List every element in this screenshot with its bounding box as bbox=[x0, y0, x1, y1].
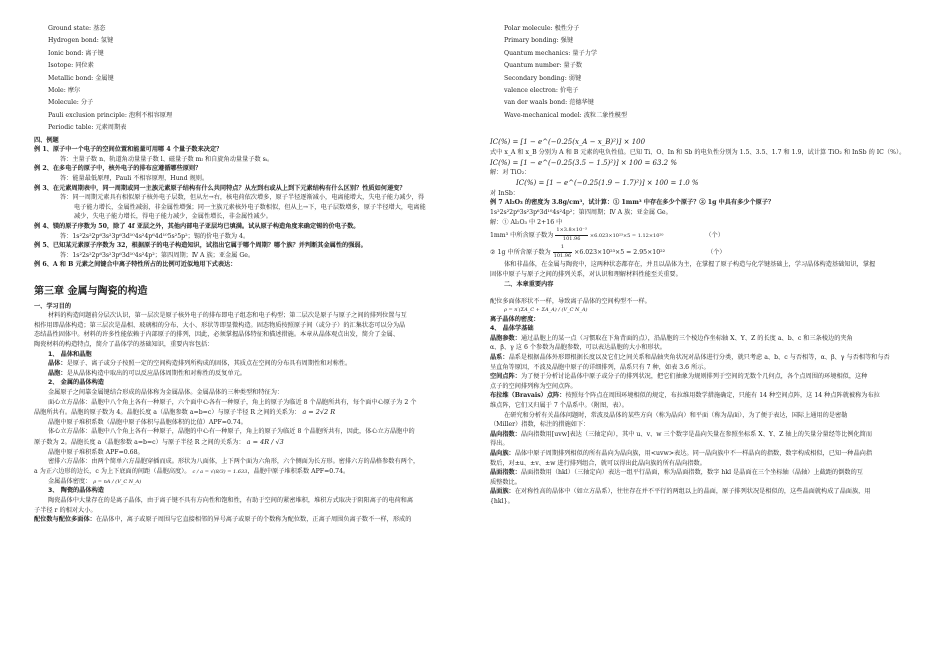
definition: 晶体中原子周期排列相似的所有晶向为晶向族，用<uvw>表达。同一晶向族中不一样晶向的指数，数字构成相似，已知一种晶向指 bbox=[514, 450, 873, 458]
paragraph: （Miller）指数，标注的措施如下： bbox=[490, 421, 590, 429]
paragraph: 固体中原子与原子之间的排列关系，对认识和理解材料性能至关重要。 bbox=[490, 270, 682, 278]
example-2-answer: 答：能量最低原理，Pauli 不相容原理，Hund 规则。 bbox=[60, 174, 209, 182]
formula-rest: ×6.023×10²³×5 = 1.12×10²⁰ bbox=[589, 233, 664, 240]
term-label: 离子晶体的密度： bbox=[490, 315, 540, 323]
example-3-answer-cont: 电子能力增长，金属性减弱，非金属性增强；同一主族元素核外电子数相似，但从上→下，电子层数增多，原子半径增大，电离能 bbox=[74, 203, 426, 211]
paragraph: 体和非晶体，在金属与陶瓷中，这两种状态都存在，并且以晶体为主，在掌握了原子构造与化学键基础上，学习晶体构造基础知识，掌握 bbox=[504, 261, 876, 269]
definition-cont: 质整数比。 bbox=[490, 478, 521, 486]
glossary-item: Ground state: 基态 bbox=[48, 25, 106, 32]
glossary-item: Ionic bond: 离子键 bbox=[48, 49, 104, 57]
definition: 通过晶胞上的某一点（习惯取在下角背面的点），沿晶胞的三个棱边作坐标轴 X、Y、Z 的长度 a、b、c 和三条棱边的夹角 bbox=[520, 334, 853, 342]
unit-label: （个） bbox=[707, 248, 726, 256]
paragraph: 晶胞中原子堆积系数 APF=0.68。 bbox=[48, 448, 144, 456]
paragraph: 材料的构造问题前分层次认识，第一层次是原子核外电子的排布即电子组态和电子构型；第二层次是原子与原子之间的排列位置与互 bbox=[48, 312, 407, 320]
glossary-item: Secondary bonding: 弱键 bbox=[504, 74, 582, 82]
density-label: 金属晶体密度： bbox=[48, 477, 92, 485]
paragraph: 相作用即晶体构造；第三层次是晶相、玻璃相的分布、大小、形状等即显微构造。固态物质按照原子间（或分子）的汇集状态可以分为晶 bbox=[34, 321, 406, 329]
section-heading: 一、学习目的 bbox=[34, 302, 72, 310]
paragraph: 态结晶性固体中。材料的许多性能依赖于内部原子的排列，因此，必须掌握晶体特征和描述措施。本章从晶体观点出发，简介了金属、 bbox=[34, 331, 400, 339]
paragraph: 陶瓷材料的构造特点，简介了晶体学的基础知识，重要内容包括： bbox=[34, 340, 214, 348]
definition: 晶系是根据晶体外形即根据长度以及它们之间关系和晶轴夹角状况对晶体进行分类，就只考虑 a、b、c 与否相等，α、β、γ 与否相等和与否 bbox=[508, 353, 890, 361]
example-3-question: 例 3、在元素周期表中，同一周期或同一主族元素原子结构有什么共同特点？从左到右或从上到下元素结构有什么区别？性质如何递变？ bbox=[34, 184, 406, 192]
subsection-heading: 1、 晶体和晶胞 bbox=[48, 350, 92, 358]
paragraph: 晶胞所共有。晶胞的原子数为 4。晶胞长度 a（晶胞参数 a=b=c）与原子半径 R 之间的关系为： bbox=[34, 409, 301, 417]
fraction-denominator: 101.96 bbox=[553, 252, 572, 259]
example-2-question: 例 2、在多电子的原子中，核外电子的排布应遵循哪些原则？ bbox=[34, 165, 202, 173]
fraction-denominator: 101.96 bbox=[562, 236, 581, 243]
paragraph: 子半径 r 的相对大小。 bbox=[34, 506, 97, 514]
paragraph: 陶瓷晶体中大量存在的是离子晶体，由于离子键不具有方向性和饱和性，有助于空间的紧密堆积，堆积方式取决于阴阳离子的电荷和离 bbox=[48, 497, 414, 505]
example-5-answer: 答：1s²2s²2p⁶3s²3p⁶3d¹⁰4s²4p²；第四周期；Ⅳ A 族；亚金属 Ge。 bbox=[60, 251, 255, 259]
definition: 在对称性高的晶体中（如立方晶系），往往存在并不平行的两组以上的晶面，原子排列状况是相似的，这些晶面就构成了晶面族，用 bbox=[514, 488, 871, 496]
fraction bbox=[555, 227, 588, 244]
definition: 按照每个阵点在周围环境相似的规定，布拉维用数学措施确定，只能有 14 种空间点阵，这 14 种点阵就被称为布拉 bbox=[565, 392, 880, 400]
solution-label: 对 InSb： bbox=[490, 189, 519, 197]
glossary-item: Pauli exclusion principle: 泡利不相容原理 bbox=[48, 111, 173, 119]
example-7-line1: 1mm³ 中所含原子数为 bbox=[490, 232, 554, 240]
paragraph: 金属原子之间靠金属键结合形成的晶体称为金属晶体。金属晶体的三种类型和特征为： bbox=[48, 389, 284, 397]
glossary-item: van der waals bond: 范德华键 bbox=[504, 99, 594, 107]
definition: 是从晶体构造中取出的可以反应晶体周期性和对称性的反复单元。 bbox=[66, 369, 246, 377]
glossary-item: Isotope: 同位素 bbox=[48, 62, 94, 70]
subsection-heading: 2、 金属的晶体构造 bbox=[48, 379, 104, 387]
term-label: 空间点阵： bbox=[490, 373, 521, 381]
example-4-answer: 答：1s²2s²2p⁶3s²3p⁶3d¹⁰4s²4p⁶4d¹⁰5s²5p²；锡的价电子数为 4。 bbox=[60, 232, 250, 240]
example-5-question: 例 5、已知某元素原子序数为 32，根据原子的电子构造知识，试指出它属于哪个周期？哪个族？并判断其金属性的强弱。 bbox=[34, 242, 367, 250]
definition-cont: {hkl}。 bbox=[490, 498, 514, 506]
example-6-question: 例 6、A 和 B 元素之间键合中离子特性所占的比例可近似地用下式表达： bbox=[34, 261, 237, 269]
term-label: 晶胞参数： bbox=[490, 334, 521, 342]
definition-cont: 维点阵，它们又归属于 7 个晶系中。（附图，表）。 bbox=[490, 401, 628, 409]
density-formula: ρ = nA / (V_C N_A) bbox=[93, 478, 142, 485]
definition-cont: 得出。 bbox=[490, 440, 509, 448]
paragraph: 面心立方晶体：晶胞中八个角上各有一种原子，六个面中心各有一种原子，角上的原子为临近 8 个晶胞所共有，每个面中心原子为 2 个 bbox=[48, 398, 417, 406]
term-label: 晶向指数： bbox=[490, 430, 521, 438]
term-label: 晶面指数： bbox=[490, 469, 521, 477]
glossary-item: Molecule: 分子 bbox=[48, 99, 94, 107]
subsection-heading: 4、 晶体学基础 bbox=[490, 325, 534, 333]
term-label: 晶体： bbox=[48, 360, 67, 368]
example-3-answer: 答：同一周期元素具有相似原子核外电子层数，但从左→右，核电荷依次增多，原子半径逐渐减小，电离能增大，失电子能力减少，得 bbox=[60, 194, 425, 202]
glossary-item: Primary bonding: 强键 bbox=[504, 37, 574, 45]
paragraph: 体心立方晶体：晶胞中八个角上各有一种原子，晶胞的中心有一种原子，角上的原子为临近 8 个晶胞所共有，因此，体心立方晶胞中的 bbox=[48, 428, 415, 436]
paragraph: 配位多面体形状不一样，导致离子晶体的空间构型不一样。 bbox=[490, 298, 651, 306]
example-7-line2: ② 1g 中所含原子数为 bbox=[490, 248, 551, 256]
glossary-list-left bbox=[34, 24, 466, 136]
example-7-solution: 解：① Al₂O₃ 中 2+16 中 bbox=[490, 218, 563, 226]
ic-formula-tio2: IC(%) = [1 − e^(−0.25(3.5 − 1.5)²)] × 100 = 63.2 % bbox=[490, 158, 678, 167]
ic-formula-insb: IC(%) = [1 − e^(−0.25(1.9 − 1.7)²)] × 100 = 1.0 % bbox=[516, 179, 699, 188]
right-column bbox=[490, 0, 920, 507]
example-7-question: 例 7 Al₂O₃ 的密度为 3.8g/cm³，试计算：① 1mm³ 中存在多少个原子？② 1g 中具有多少个原子？ bbox=[490, 199, 775, 207]
glossary-item: Quantum mechanics: 量子力学 bbox=[504, 49, 598, 57]
fraction-numerator: 1 bbox=[553, 244, 573, 253]
term-label: 晶面族： bbox=[490, 488, 515, 496]
fraction-numerator: 1×3.8×10⁻³ bbox=[555, 227, 588, 236]
paragraph: 原子数为 2。晶胞长度 a（晶胞参数 a=b=c）与原子半径 R 之间的关系为： bbox=[34, 439, 245, 447]
example-1-question: 例 1、原子中一个电子的空间位置和能量可用哪 4 个量子数来决定？ bbox=[34, 146, 223, 154]
paragraph: ，晶胞中原子堆积系数 APF=0.74。 bbox=[247, 467, 350, 475]
paragraph: 晶胞中原子堆积系数（晶胞中原子体积与晶胞体积的比值）APF=0.74。 bbox=[48, 418, 247, 426]
example-1-answer: 答：主量子数 n、轨道角动量量子数 l、磁量子数 mₗ 和自旋角动量量子数 sᵢ。 bbox=[60, 155, 274, 163]
subsection-heading: 3、 陶瓷的晶体构造 bbox=[48, 487, 104, 495]
chapter-title: 第三章 金属与陶瓷的构造 bbox=[34, 286, 148, 298]
section-heading: 二、本章重要内容 bbox=[504, 280, 554, 288]
definition: 是原子、离子或分子按照一定的空间构造排列所构成的固体，其质点在空间的分布具有周期性和对称性。 bbox=[66, 360, 352, 368]
definition-cont: 呈直角等原因，不波及晶胞中原子的详细排列，晶系只有 7 种，如表 3.6 所示。 bbox=[490, 363, 710, 371]
term-label: 布拉维（Bravais）点阵： bbox=[490, 392, 566, 400]
hcp-formula: c / a = √(8/3) = 1.633 bbox=[192, 468, 248, 475]
definition-cont: α、β、γ 这 6 个参数为晶胞参数，可以表达晶胞的大小和形状。 bbox=[490, 344, 666, 352]
paragraph: 式中 x_A 和 x_B 分别为 A 和 B 元素的电负性值。已知 Ti、O、In 和 Sb 的电负性分别为 1.5、3.5、1.7 和 1.9，试计算 TiO₂ 和 InSb 的 IC（%）。 bbox=[490, 148, 906, 156]
formula-rest: ×6.023×10²³×5 = 2.95×10²² bbox=[574, 248, 666, 256]
glossary-item: Polar molecule: 极性分子 bbox=[504, 25, 580, 32]
term-label: 晶向族： bbox=[490, 450, 515, 458]
example-4-question: 例 4、镁的原子序数为 50，除了 4f 亚层之外，其他内部电子亚层均已填满。试从原子构造角度来确定锡的价电子数。 bbox=[34, 223, 360, 230]
left-column bbox=[34, 0, 466, 525]
glossary-item: Wave-mechanical model: 波粒二象性模型 bbox=[504, 111, 628, 119]
definition: 晶向指数用[uvw]表达（三轴定向），其中 u、v、w 三个数字是晶向矢量在参照坐标系 X、Y、Z 轴上的矢量分量经等比例化简而 bbox=[520, 430, 873, 438]
paragraph: a 为正六边形的边长，c 为上下底面的间距（晶胞高度）。 bbox=[34, 467, 191, 475]
glossary-item: Quantum number: 量子数 bbox=[504, 62, 583, 70]
unit-label: （个） bbox=[705, 232, 724, 240]
glossary-list-right bbox=[490, 24, 920, 123]
ceramic-density-formula: ρ = n′(ΣA_C + ΣA_A) / (V_C N_A) bbox=[504, 306, 588, 313]
glossary-item: Metallic bond: 金属键 bbox=[48, 74, 114, 82]
examples-heading: 四、例题 bbox=[34, 136, 59, 144]
definition: 晶面指数用（hkl）（三轴定向）表达一组平行晶面，称为晶面指数，数字 hkl 是晶面在三个坐标轴（晶轴）上截距的倒数的互 bbox=[520, 469, 863, 477]
definition: 在晶体中，离子或原子周围与它直接相邻的异号离子或原子的个数称为配位数，正离子周围负离子数不一样，形成的 bbox=[95, 516, 412, 524]
example-3-answer-cont: 减少，失电子能力增长，得电子能力减少，金属性增长，非金属性减少。 bbox=[74, 213, 272, 221]
bcc-formula: a = 4R / √3 bbox=[246, 438, 284, 447]
term-label: 晶系： bbox=[490, 353, 509, 361]
glossary-item: valence electron: 价电子 bbox=[504, 86, 579, 94]
glossary-item: Periodic table: 元素周期表 bbox=[48, 124, 127, 132]
example-7-config: 1s²2s²2p⁶3s²3p⁶3d¹⁰4s²4p²；第四周期；Ⅳ A 族；亚金属 Ge。 bbox=[490, 209, 672, 217]
term-label: 配位数与配位多面体： bbox=[34, 516, 96, 524]
fraction bbox=[553, 244, 573, 261]
solution-label: 解：对 TiO₂： bbox=[490, 169, 531, 177]
definition-cont: 数后，对±u、±v、±w 进行排列组合，就可以得出此晶向族的所有晶向指数。 bbox=[490, 459, 706, 467]
ic-formula: IC(%) = [1 − e^(−0.25(x_A − x_B)²)] × 100 bbox=[490, 138, 646, 147]
definition-cont: 点子的空间排列称为空间点阵。 bbox=[490, 382, 577, 390]
paragraph: 在研究和分析有关晶体问题时，常波及晶体的某些方向（称为晶向）和平面（称为晶面），为了便于表达，国际上通用的是密勒 bbox=[504, 411, 848, 419]
glossary-item: Mole: 摩尔 bbox=[48, 86, 81, 94]
fcc-formula: a = 2√2 R bbox=[302, 408, 336, 417]
glossary-item: Hydrogen bond: 氢键 bbox=[48, 37, 114, 45]
definition: 为了便于分析讨论晶体中原子或分子的排列状况，把它们抽象为规则排列于空间的无数个几何点，各个点周围的环境相似，这种 bbox=[520, 373, 868, 381]
paragraph: 密排六方晶体：由两个简单六方晶胞穿插而成。形状为八面体，上下两个面为六角形，六个侧面为长方形。密排六方的晶格参数有两个， bbox=[48, 458, 420, 466]
term-label: 晶胞： bbox=[48, 369, 67, 377]
